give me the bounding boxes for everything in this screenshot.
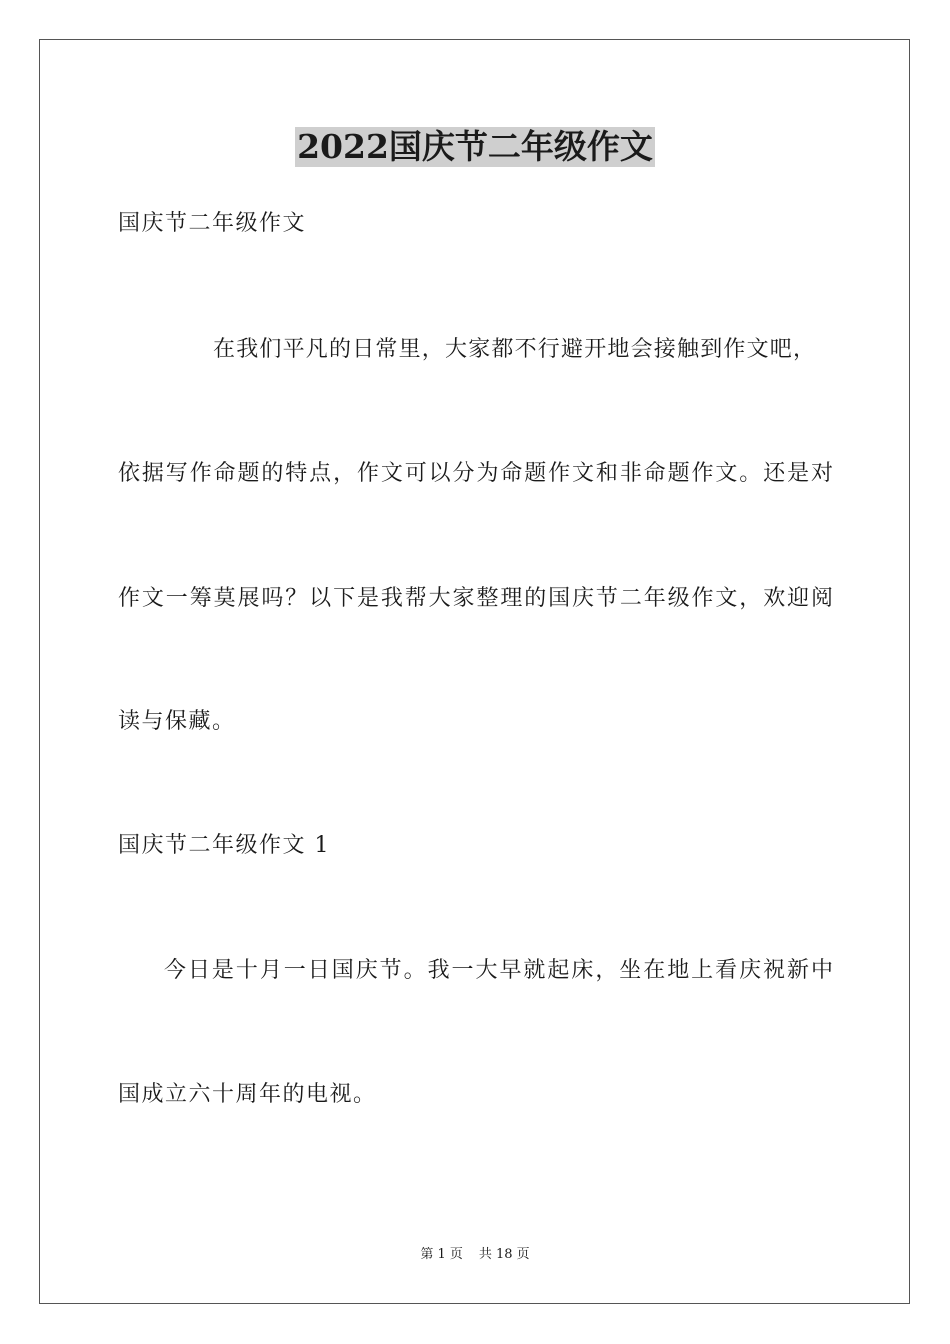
page-footer — [0, 1246, 950, 1264]
document-subtitle: 国庆节二年级作文 — [118, 211, 307, 236]
intro-line-2: 依据写作命题的特点，作文可以分为命题作文和非命题作文。还是对 — [118, 461, 833, 486]
document-title: 2022国庆节二年级作文 — [297, 127, 653, 166]
section-heading: 国庆节二年级作文 1 — [118, 833, 330, 858]
page-total: 共 18 页 — [478, 1247, 530, 1262]
section-line-2: 国成立六十周年的电视。 — [118, 1082, 377, 1107]
intro-line-3: 作文一筹莫展吗？以下是我帮大家整理的国庆节二年级作文，欢迎阅 — [118, 586, 833, 611]
intro-line-1: 在我们平凡的日常里，大家都不行避开地会接触到作文吧， — [213, 337, 817, 362]
title-container — [0, 127, 950, 167]
intro-line-4: 读与保藏。 — [118, 709, 236, 734]
page-number: 第 1 页 — [420, 1247, 463, 1262]
section-line-1: 今日是十月一日国庆节。我一大早就起床，坐在地上看庆祝新中 — [164, 958, 833, 983]
